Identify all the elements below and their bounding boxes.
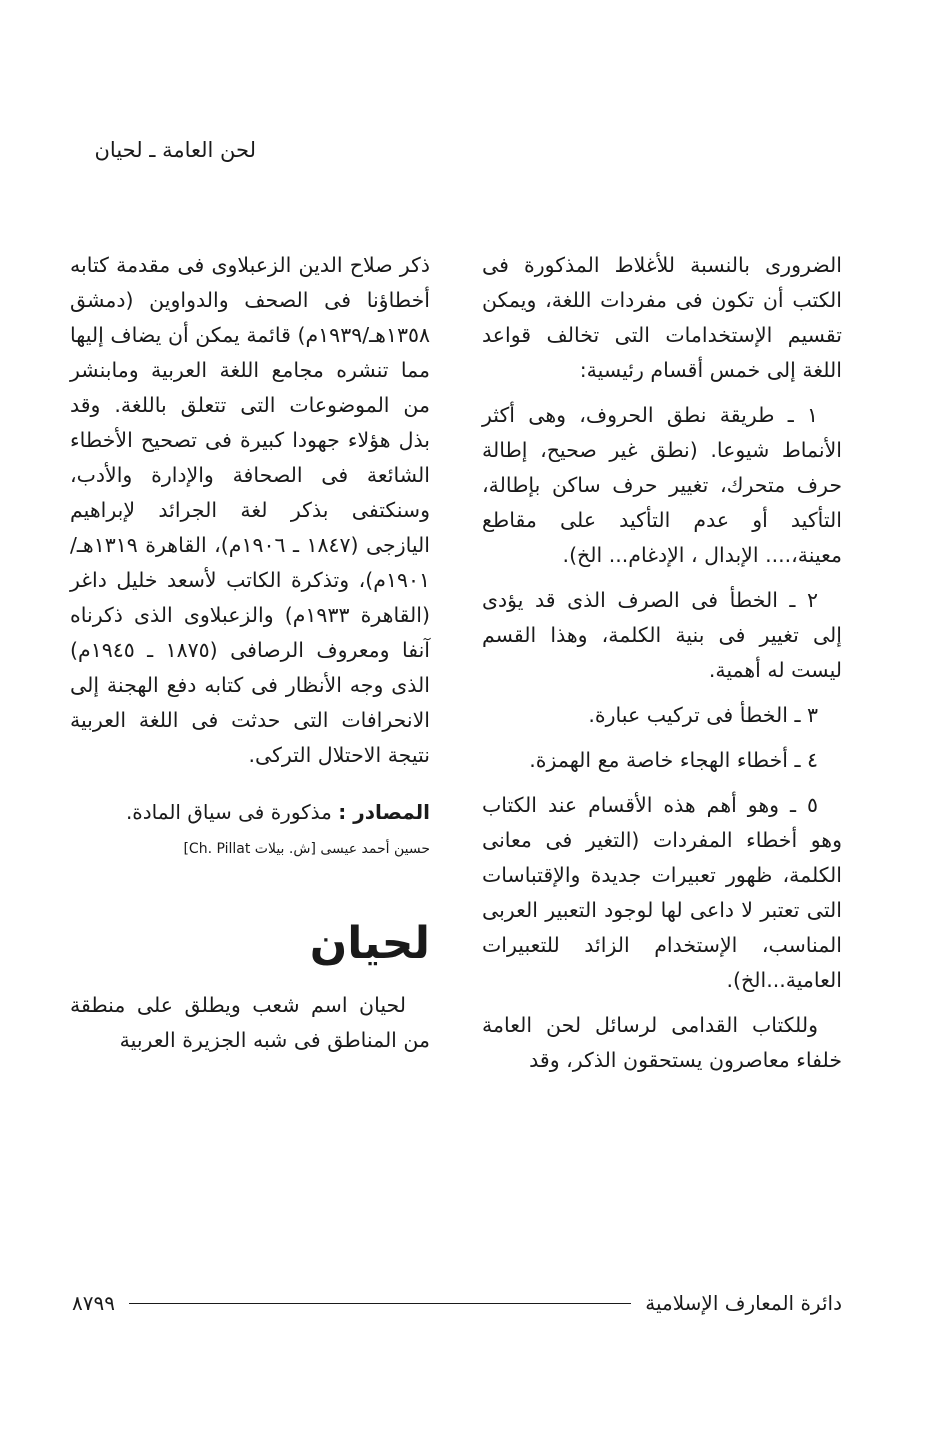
encyclopedia-name: دائرة المعارف الإسلامية: [645, 1291, 842, 1315]
list-item-4: ٤ ـ أخطاء الهجاء خاصة مع الهمزة.: [529, 748, 818, 772]
list-item-1: ١ ـ طريقة نطق الحروف، وهى أكثر الأنماط شيوعا. (نطق غير صحيح، إطالة حرف متحرك، تغيير حرف ساكن بإطالة، التأكيد أو عدم التأكيد على مقاطع معينة،.... الإبدال ، الإدغام... الخ).: [482, 403, 842, 567]
running-header: لحن العامة ـ لحيان: [94, 138, 256, 162]
list-item-3: ٣ ـ الخطأ فى تركيب عبارة.: [588, 703, 818, 727]
list-item-2: ٢ ـ الخطأ فى الصرف الذى قد يؤدى إلى تغيير فى بنية الكلمة، وهذا القسم ليست له أهمية.: [482, 588, 842, 682]
right-column: [482, 248, 842, 1088]
article-paragraph: لحيان اسم شعب ويطلق على منطقة من المناطق فى شبه الجزيرة العربية: [70, 993, 430, 1052]
body-paragraph: ذكر صلاح الدين الزعبلاوى فى مقدمة كتابه أخطاؤنا فى الصحف والدواوين (دمشق ١٣٥٨هـ/١٩٣٩م) قائمة يمكن أن يضاف إليها مما تنشره مجامع اللغة العربية ومابنشر من الموضوعات التى تتعلق باللغة. وقد بذل هؤلاء جهودا كبيرة فى تصحيح الأخطاء الشائعة فى الصحافة والإدارة والأدب، وسنكتفى بذكر لغة الجرائد لإبراهيم اليازجى (١٨٤٧ ـ ١٩٠٦م)، القاهرة ١٣١٩هـ/١٩٠١م)، وتذكرة الكاتب لأسعد خليل داغر (القاهرة ١٩٣٣م) والزعبلاوى الذى ذكرناه آنفا ومعروف الرصافى (١٨٧٥ ـ ١٩٤٥م) الذى وجه الأنظار فى كتابه دفع الهجنة إلى الانحرافات التى حدثت فى اللغة العربية نتيجة الاحتلال التركى.: [70, 253, 430, 767]
footer-rule: [129, 1303, 631, 1304]
page-number: ٨٧٩٩: [72, 1291, 115, 1315]
sources-line: [70, 795, 430, 830]
article-title: لحيان: [309, 918, 430, 969]
sources-text: مذكورة فى سياق المادة.: [125, 800, 332, 824]
body-paragraph: وللكتاب القدامى لرسائل لحن العامة خلفاء معاصرون يستحقون الذكر، وقد: [482, 1013, 842, 1072]
page-footer: [72, 1288, 842, 1318]
sources-label: المصادر :: [338, 800, 430, 824]
left-column: [70, 248, 430, 1068]
list-item-5: ٥ ـ وهو أهم هذه الأقسام عند الكتاب وهو أخطاء المفردات (التغير فى معانى الكلمة، ظهور تعبيرات جديدة والإقتباسات التى تعتبر لا داعى لها لوجود التعبير العربى المناسب، الإستخدام الزائد للتعبيرات العامية...الخ).: [482, 793, 842, 992]
author-attribution: حسين أحمد عيسى [ش. بيلات Ch. Pillat]: [183, 841, 430, 857]
body-paragraph: الضرورى بالنسبة للأغلاط المذكورة فى الكتب أن تكون فى مفردات اللغة، ويمكن تقسيم الإستخدامات التى تخالف قواعد اللغة إلى خمس أقسام رئيسية:: [482, 253, 842, 382]
